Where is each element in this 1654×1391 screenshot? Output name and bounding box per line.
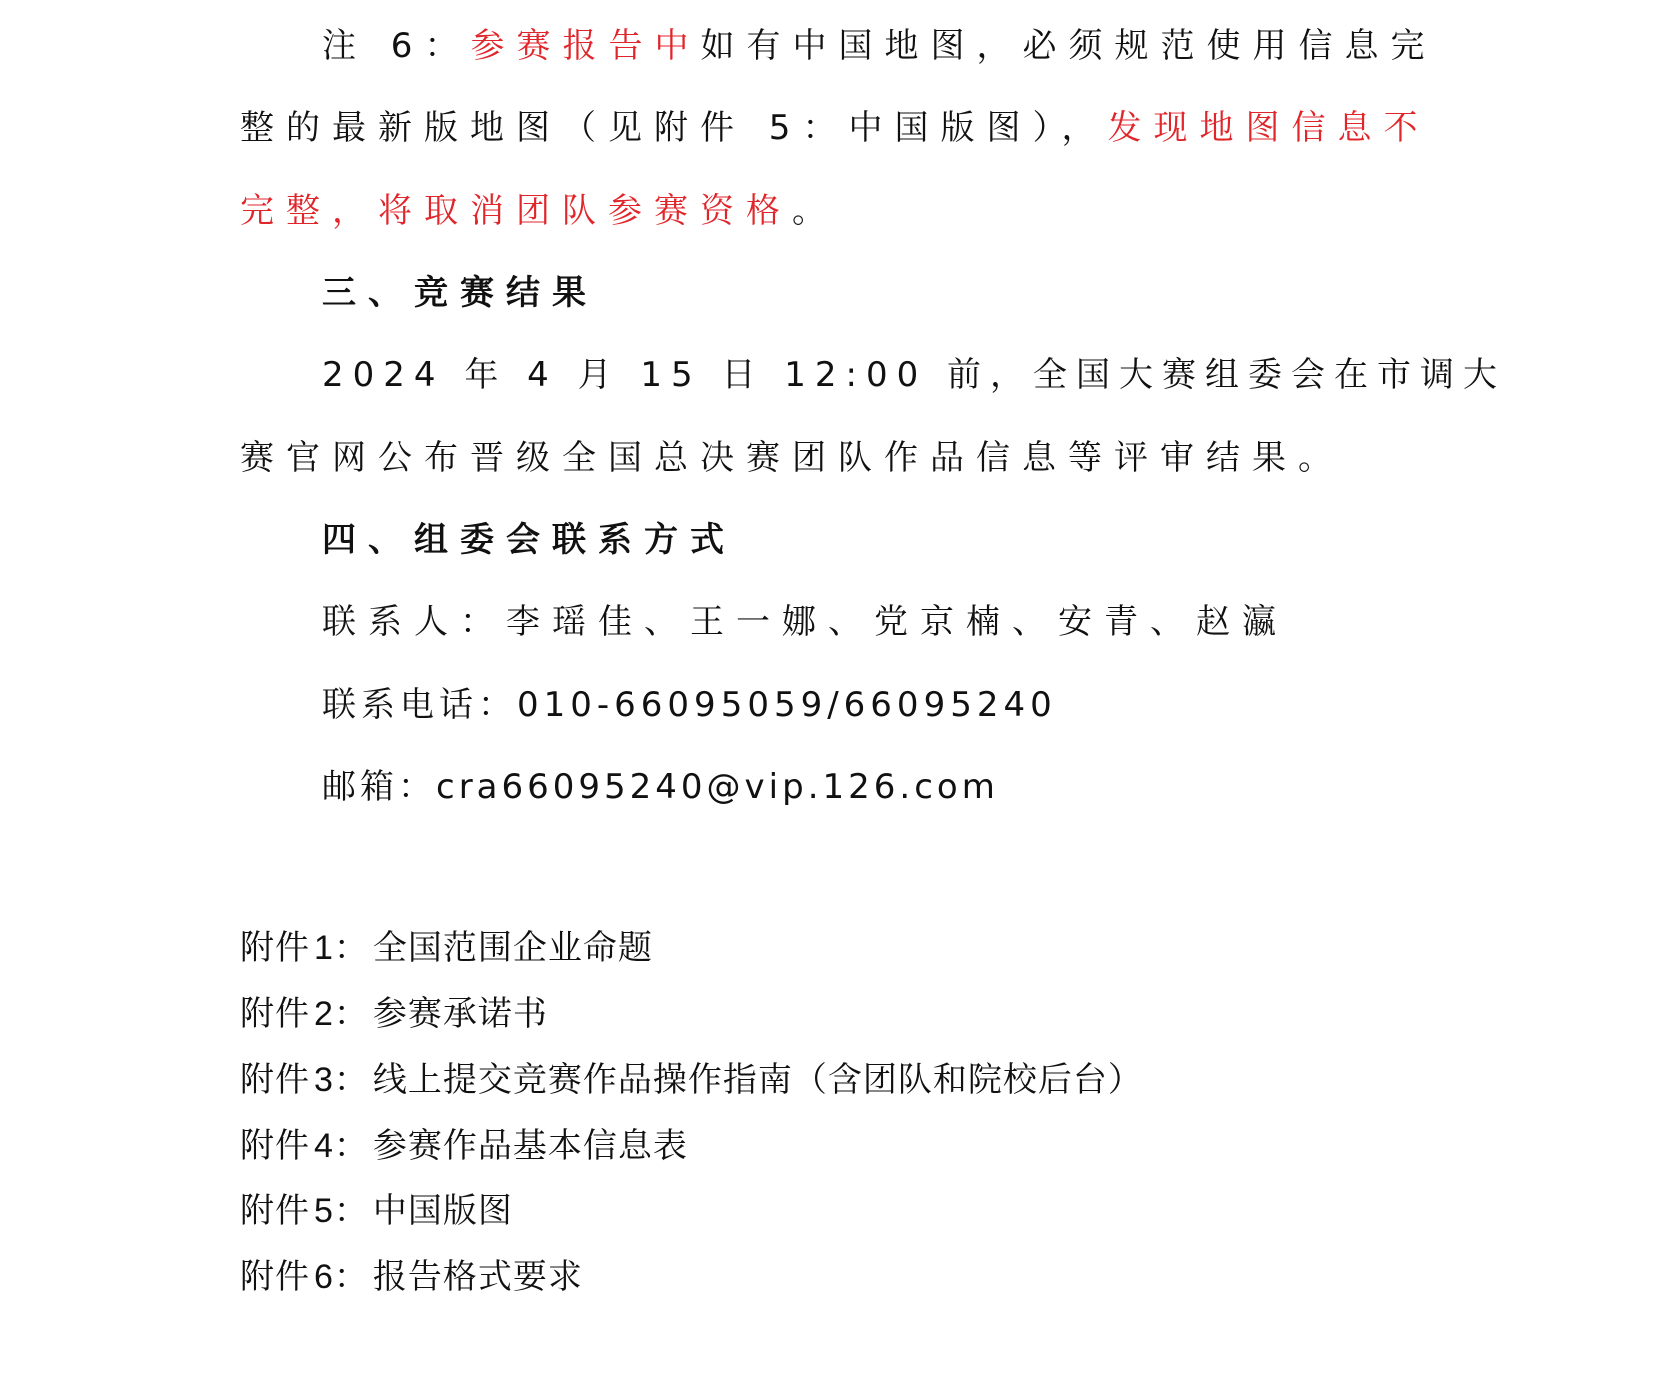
attachment-item-6: [240, 1255, 583, 1299]
attachment-label: 附件: [240, 1257, 310, 1297]
attachment-item-4: [240, 1124, 688, 1168]
attachment-number: 6：: [314, 1258, 369, 1296]
attachment-label: 附件: [240, 994, 310, 1034]
attachment-number: 3：: [314, 1061, 369, 1099]
note6-red-text: 发现地图信息不: [1107, 108, 1430, 148]
attachment-item-2: [240, 992, 548, 1036]
attachment-number: 2：: [314, 995, 369, 1033]
attachment-item-5: [240, 1189, 513, 1233]
section3-paragraph-line1: 2024 年 4 月 15 日 12:00 前，全国大赛组委会在市调大: [322, 355, 1507, 395]
attachment-number: 5：: [314, 1192, 369, 1230]
attachment-label: 附件: [240, 928, 310, 968]
section3-paragraph-line2: 赛官网公布晋级全国总决赛团队作品信息等评审结果。: [240, 438, 1344, 478]
note6-red-text: 参赛报告中: [470, 26, 701, 66]
attachment-item-1: [240, 926, 653, 970]
contact-phone: 联系电话：010-66095059/66095240: [322, 685, 1057, 725]
attachment-item-3: [240, 1058, 1143, 1102]
note6-text: 如有中国地图，必须规范使用信息完: [700, 26, 1437, 66]
attachment-title: 参赛承诺书: [372, 994, 548, 1034]
attachment-label: 附件: [240, 1060, 310, 1100]
section3-heading: 三、竞赛结果: [322, 273, 598, 313]
attachment-title: 中国版图: [372, 1191, 513, 1231]
note6-line2: [240, 106, 1430, 150]
note6-line1: [322, 24, 1437, 68]
note6-text: 。: [792, 191, 838, 231]
attachment-title: 参赛作品基本信息表: [372, 1126, 688, 1166]
note6-prefix: 注 6：: [322, 26, 471, 66]
attachment-title: 线上提交竞赛作品操作指南（含团队和院校后台）: [372, 1060, 1143, 1100]
attachment-title: 报告格式要求: [372, 1257, 583, 1297]
note6-red-text: 完整，将取消团队参赛资格: [240, 191, 792, 231]
contact-email: 邮箱：cra66095240@vip.126.com: [322, 767, 999, 807]
section4-heading: 四、组委会联系方式: [322, 520, 736, 560]
attachment-label: 附件: [240, 1126, 310, 1166]
attachment-label: 附件: [240, 1191, 310, 1231]
attachment-number: 4：: [314, 1127, 369, 1165]
attachment-number: 1：: [314, 929, 369, 967]
contact-persons: 联系人：李瑶佳、王一娜、党京楠、安青、赵瀛: [322, 602, 1288, 642]
note6-line3: [240, 189, 1330, 233]
attachment-title: 全国范围企业命题: [372, 928, 653, 968]
note6-text: 整的最新版地图（见附件 5：中国版图），: [240, 108, 1108, 148]
